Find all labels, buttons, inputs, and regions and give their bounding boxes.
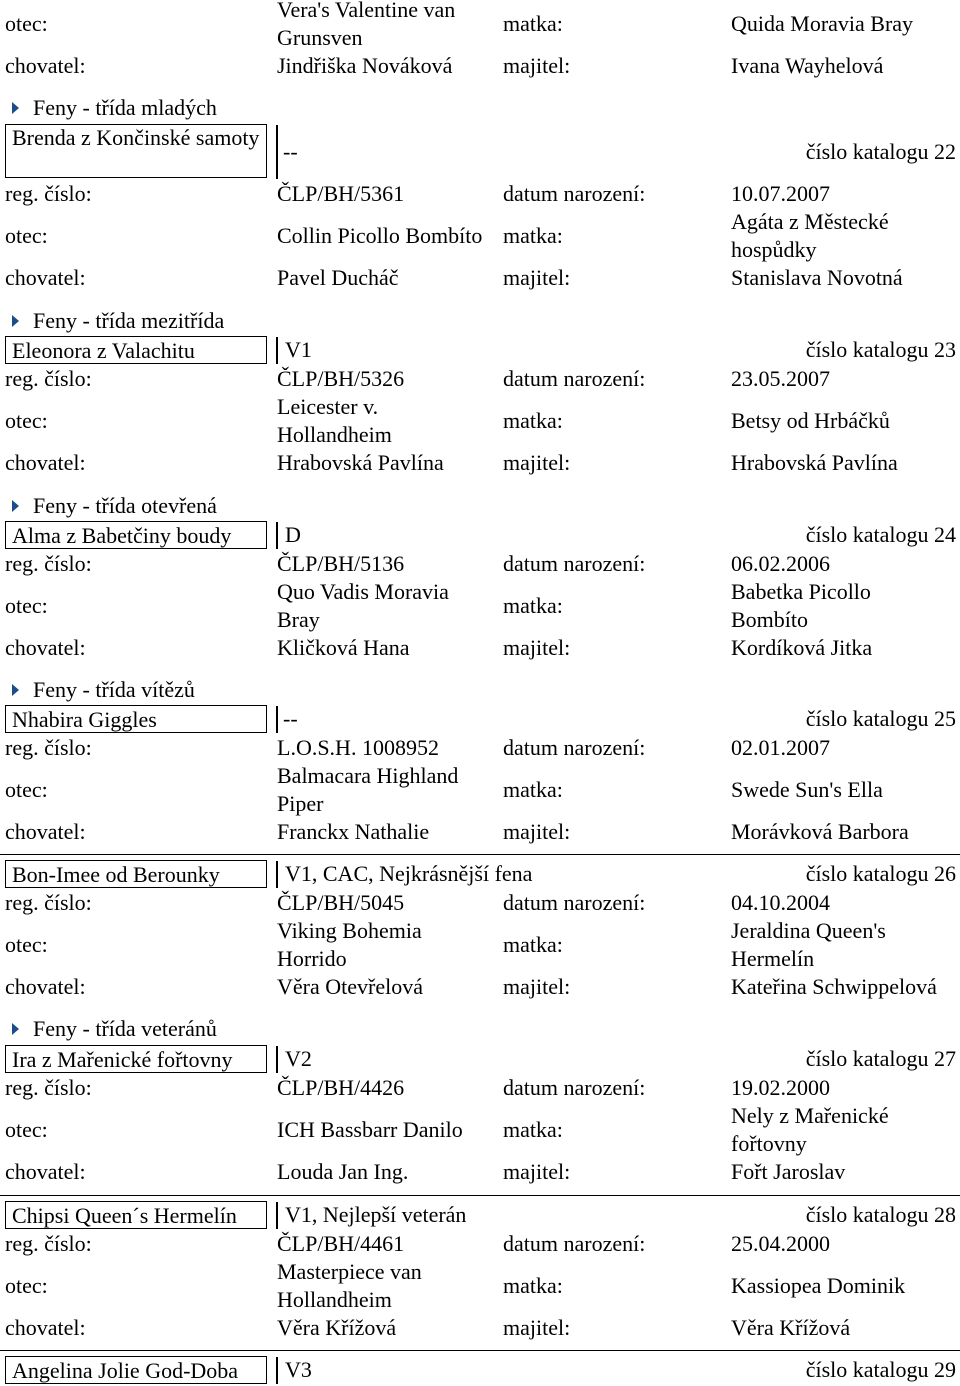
otec-label: otec: [5,11,48,36]
catalog-number: číslo katalogu 27 [805,1046,956,1071]
chovatel-value: Louda Jan Ing. [277,1159,409,1184]
dog-entry [0,1045,960,1073]
born-value: 10.07.2007 [731,181,830,206]
matka-value: Agáta z Městecké hospůdky [731,209,889,262]
matka-label: matka: [503,1273,563,1298]
otec-label: otec: [5,1117,48,1142]
chovatel-label: chovatel: [5,819,86,844]
section-heading: Feny - třída otevřená [12,492,217,520]
reg-value: ČLP/BH/5361 [277,181,405,206]
majitel-value: Morávková Barbora [731,819,909,844]
separator-line [0,1195,960,1196]
matka-label: matka: [503,1117,563,1142]
divider [276,1202,278,1229]
triangle-right-icon [12,684,19,696]
born-label: datum narození: [503,735,646,760]
chovatel-label: chovatel: [5,1159,86,1184]
majitel-label: majitel: [503,265,571,290]
majitel-value: Kateřina Schwippelová [731,974,937,999]
dog-result: V1 [285,337,312,362]
separator-line [0,854,960,855]
divider [276,706,278,733]
divider [276,125,278,179]
catalog-number: číslo katalogu 29 [805,1357,956,1382]
matka-value: Betsy od Hrbáčků [731,408,890,433]
triangle-right-icon [12,315,19,327]
otec-label: otec: [5,593,48,618]
reg-label: reg. číslo: [5,181,92,206]
otec-value: Masterpiece van Hollandheim [277,1259,422,1312]
divider [276,522,278,549]
reg-label: reg. číslo: [5,1231,92,1256]
matka-label: matka: [503,408,563,433]
otec-label: otec: [5,223,48,248]
matka-label: matka: [503,932,563,957]
dog-result: V2 [285,1046,312,1071]
born-value: 23.05.2007 [731,366,830,391]
reg-value: ČLP/BH/4426 [277,1075,405,1100]
dog-entry [0,860,960,888]
dog-result: -- [283,706,298,731]
otec-label: otec: [5,1273,48,1298]
catalog-number: číslo katalogu 25 [805,706,956,731]
otec-value: Leicester v. Hollandheim [277,394,392,447]
dog-entry [0,1356,960,1384]
majitel-value: Hrabovská Pavlína [731,450,898,475]
parents-row [0,762,960,818]
matka-label: matka: [503,11,563,36]
chovatel-value: Kličková Hana [277,635,410,660]
dog-name: Alma z Babetčiny boudy [5,521,267,549]
otec-value: Viking Bohemia Horrido [277,918,422,971]
majitel-label: majitel: [503,450,571,475]
section-heading: Feny - třída mladých [12,94,217,122]
catalog-number: číslo katalogu 23 [805,337,956,362]
dog-result: V3 [285,1357,312,1382]
dog-result: V1, Nejlepší veterán [285,1202,467,1227]
parents-row [0,578,960,634]
born-value: 04.10.2004 [731,890,830,915]
divider [276,1357,278,1384]
catalog-number: číslo katalogu 26 [805,861,956,886]
chovatel-value: Věra Křížová [277,1315,397,1340]
reg-value: ČLP/BH/5045 [277,890,405,915]
section-heading: Feny - třída veteránů [12,1015,217,1043]
reg-value: ČLP/BH/5326 [277,366,405,391]
chovatel-label: chovatel: [5,974,86,999]
born-value: 25.04.2000 [731,1231,830,1256]
majitel-value: Kordíková Jitka [731,635,873,660]
chovatel-label: chovatel: [5,53,86,78]
majitel-label: majitel: [503,635,571,660]
matka-value: Kassiopea Dominik [731,1273,906,1298]
chovatel-value: Věra Otevřelová [277,974,423,999]
dog-entry [0,1201,960,1229]
otec-value: Quo Vadis Moravia Bray [277,579,449,632]
born-label: datum narození: [503,890,646,915]
reg-label: reg. číslo: [5,1075,92,1100]
reg-value: L.O.S.H. 1008952 [277,735,439,760]
born-label: datum narození: [503,1075,646,1100]
catalog-number: číslo katalogu 24 [805,522,956,547]
majitel-label: majitel: [503,819,571,844]
catalog-number: číslo katalogu 28 [805,1202,956,1227]
section-heading: Feny - třída vítězů [12,676,195,704]
triangle-right-icon [12,102,19,114]
parents-row [0,208,960,264]
reg-label: reg. číslo: [5,366,92,391]
born-label: datum narození: [503,366,646,391]
matka-value: Babetka Picollo Bombíto [731,579,871,632]
majitel-label: majitel: [503,974,571,999]
reg-value: ČLP/BH/5136 [277,551,405,576]
chovatel-value: Pavel Ducháč [277,265,399,290]
chovatel-label: chovatel: [5,265,86,290]
parents-row [0,0,960,52]
divider [276,1046,278,1073]
majitel-label: majitel: [503,53,571,78]
matka-label: matka: [503,777,563,802]
majitel-label: majitel: [503,1159,571,1184]
reg-value: ČLP/BH/4461 [277,1231,405,1256]
dog-name: Nhabira Giggles [5,705,267,733]
otec-value: Balmacara Highland Piper [277,763,459,816]
otec-label: otec: [5,932,48,957]
chovatel-value: Hrabovská Pavlína [277,450,444,475]
majitel-value: Fořt Jaroslav [731,1159,846,1184]
dog-name: Eleonora z Valachitu [5,336,267,364]
majitel-value: Ivana Wayhelová [731,53,884,78]
triangle-right-icon [12,1023,19,1035]
dog-result: D [285,522,301,547]
reg-label: reg. číslo: [5,735,92,760]
born-value: 19.02.2000 [731,1075,830,1100]
parents-row [0,1258,960,1314]
chovatel-value: Franckx Nathalie [277,819,430,844]
parents-row [0,1102,960,1158]
chovatel-label: chovatel: [5,1315,86,1340]
dog-entry [0,124,960,178]
otec-value: ICH Bassbarr Danilo [277,1117,463,1142]
parents-row [0,393,960,449]
chovatel-label: chovatel: [5,635,86,660]
majitel-value: Věra Křížová [731,1315,851,1340]
majitel-value: Stanislava Novotná [731,265,903,290]
reg-label: reg. číslo: [5,890,92,915]
divider [276,337,278,364]
dog-name: Ira z Mařenické fořtovny [5,1045,267,1073]
dog-name: Angelina Jolie God-Doba [5,1356,267,1384]
matka-value: Jeraldina Queen's Hermelín [731,918,886,971]
dog-name: Bon-Imee od Berounky [5,860,267,888]
dog-entry [0,336,960,364]
dog-result: -- [283,139,298,164]
matka-value: Swede Sun's Ella [731,777,883,802]
section-heading: Feny - třída mezitřída [12,307,224,335]
matka-value: Nely z Mařenické fořtovny [731,1103,889,1156]
born-value: 02.01.2007 [731,735,830,760]
born-label: datum narození: [503,181,646,206]
otec-value: Vera's Valentine van Grunsven [277,0,456,50]
otec-value: Collin Picollo Bombíto [277,223,483,248]
otec-label: otec: [5,777,48,802]
majitel-label: majitel: [503,1315,571,1340]
triangle-right-icon [12,500,19,512]
reg-label: reg. číslo: [5,551,92,576]
parents-row [0,917,960,973]
separator-line [0,1350,960,1351]
dog-name: Brenda z Končinské samoty [5,124,267,178]
matka-label: matka: [503,223,563,248]
born-label: datum narození: [503,1231,646,1256]
matka-label: matka: [503,593,563,618]
dog-result: V1, CAC, Nejkrásnější fena [285,861,533,886]
dog-entry [0,705,960,733]
chovatel-value: Jindřiška Nováková [277,53,453,78]
catalog-number: číslo katalogu 22 [805,139,956,164]
matka-value: Quida Moravia Bray [731,11,914,36]
chovatel-label: chovatel: [5,450,86,475]
born-label: datum narození: [503,551,646,576]
divider [276,861,278,888]
dog-name: Chipsi Queen´s Hermelín [5,1201,267,1229]
born-value: 06.02.2006 [731,551,830,576]
otec-label: otec: [5,408,48,433]
dog-entry [0,521,960,549]
